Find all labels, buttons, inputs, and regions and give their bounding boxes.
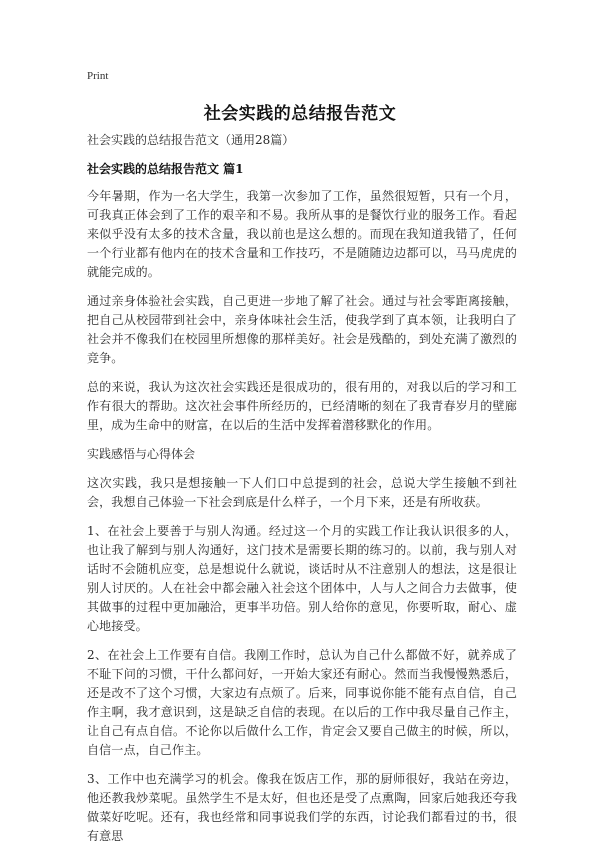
paragraph: 1、在社会上要善于与别人沟通。经过这一个月的实践工作让我认识很多的人，也让我了解到与别人沟通好，这门技术是需要长期的练习的。以前，我与别人对话时不会随机应变，总是想说什么就说，谈话时从不注意别人的想法，这是很让别人讨厌的。人在社会中都会融入社会这个团体中，人与人之间合力去做事，使其做事的过程中更加融洽，更事半功倍。别人给你的意见，你要听取，耐心、虚心地接受。	[87, 524, 517, 633]
paragraph: 2、在社会上工作要有自信。我刚工作时，总认为自己什么都做不好，就养成了不耻下问的习惯，干什么都问好，一开始大家还有耐心。然而当我慢慢熟悉后，还是改不了这个习惯，大家边有点烦了。后来，同事说你能不能有点自信，自己作主啊，我才意识到，这是缺乏自信的表现。在以后的工作中我尽量自己作主，让自己有点自信。不论你以后做什么工作，肯定会又要自己做主的时候，所以，自信一点，自己作主。	[87, 648, 517, 757]
page-title: 社会实践的总结报告范文	[203, 104, 397, 124]
print-label: Print	[87, 70, 109, 82]
paragraph: 总的来说，我认为这次社会实践还是很成功的，很有用的，对我以后的学习和工作有很大的帮助。这次社会事件所经历的，已经清晰的刻在了我青春岁月的壁廊里，成为生命中的财富，在以后的生活中发挥着潜移默化的作用。	[87, 380, 517, 432]
paragraph: 3、工作中也充满学习的机会。像我在饭店工作，那的厨师很好，我站在旁边，他还教我炒菜呢。虽然学生不是太好，但也还是受了点熏陶，回家后她我还夸我做菜好吃呢。还有，我也经常和同事说我们学的东西，讨论我们都看过的书，很有意思	[87, 772, 517, 843]
document-body	[87, 131, 517, 856]
paragraph: 今年暑期，作为一名大学生，我第一次参加了工作，虽然很短暂，只有一个月，可我真正体会到了工作的艰辛和不易。我所从事的是餐饮行业的服务工作。看起来似乎没有太多的技术含量，我以前也是这么想的。而现在我知道我错了，任何一个行业都有他内在的技术含量和工作技巧，不是随随边边都可以，马马虎虎的就能完成的。	[87, 189, 517, 279]
sub-heading: 实践感悟与心得体会	[87, 447, 196, 461]
paragraph: 通过亲身体验社会实践，自己更进一步地了解了社会。通过与社会零距离接触，把自己从校园带到社会中，亲身体味社会生活，使我学到了真本领，让我明白了社会并不像我们在校园里所想像的那样美好。社会是残酷的，到处充满了激烈的竞争。	[87, 294, 517, 365]
section-heading: 社会实践的总结报告范文 篇1	[87, 162, 244, 176]
paragraph: 这次实践，我只是想接触一下人们口中总提到的社会，总说大学生接触不到社会，我想自己体验一下社会到底是什么样子，一个月下来，还是有所收获。	[87, 476, 517, 509]
document-subtitle: 社会实践的总结报告范文（通用28篇）	[87, 133, 295, 147]
